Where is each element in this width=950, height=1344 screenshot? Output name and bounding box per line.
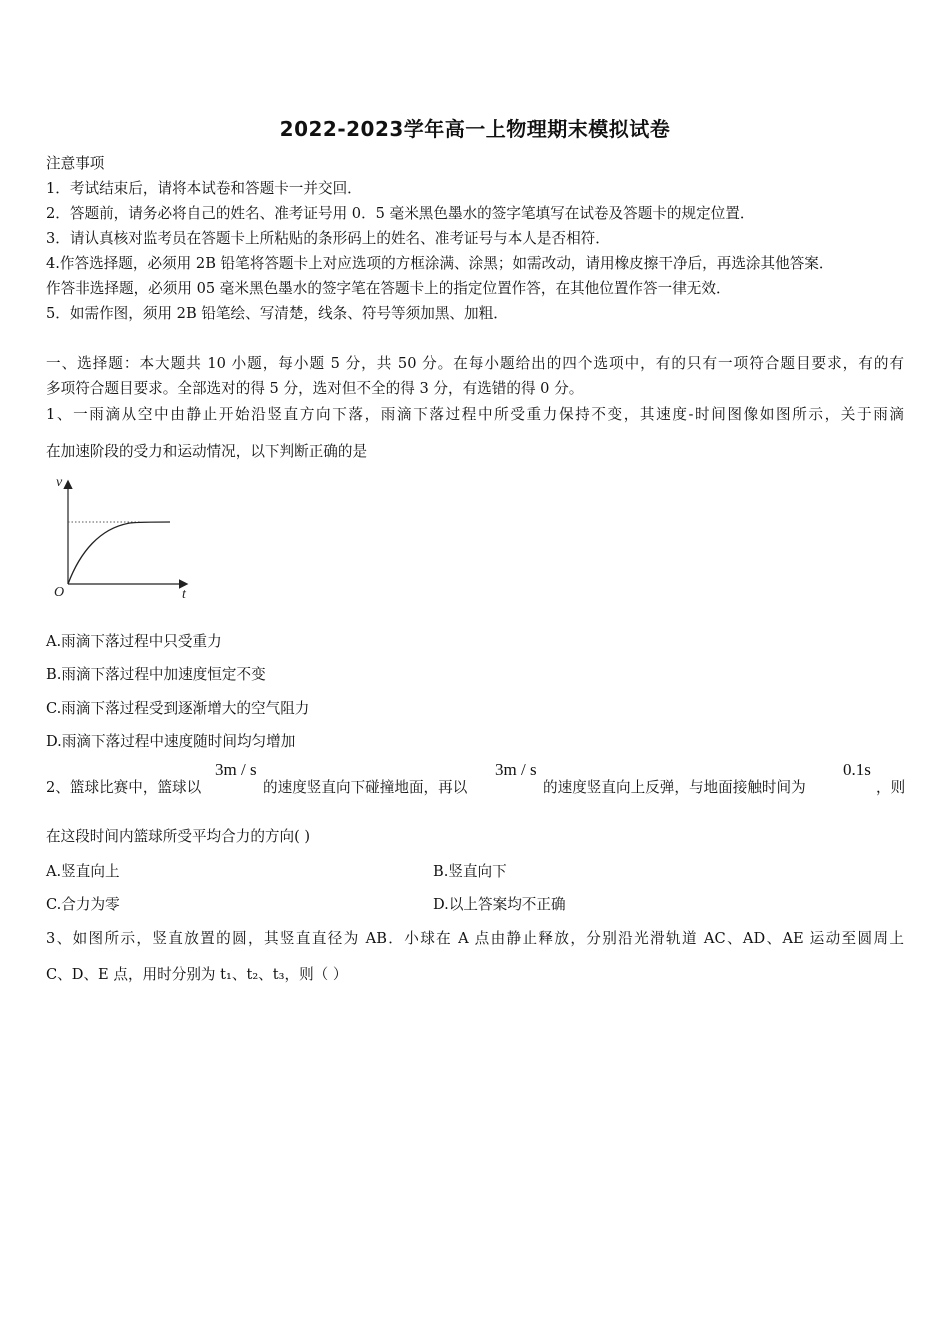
velocity-value: 3m / s — [215, 760, 257, 779]
velocity-value: 3m / s — [495, 760, 537, 779]
section-intro-line: 一、选择题：本大题共 10 小题，每小题 5 分，共 50 分。在每小题给出的四个选项中，有的只有一项符合题目要求，有的有 — [46, 355, 904, 372]
notice-item: 3．请认真核对监考员在答题卡上所粘贴的条形码上的姓名、准考证号与本人是否相符． — [46, 230, 610, 247]
question-2-text: 在这段时间内篮球所受平均合力的方向( ) — [46, 828, 311, 845]
option-d: D.雨滴下落过程中速度随时间均匀增加 — [46, 733, 296, 750]
option-a: A.雨滴下落过程中只受重力 — [46, 633, 222, 650]
contact-time-value: 0.1s — [843, 760, 871, 779]
section-intro-line: 多项符合题目要求。全部选对的得 5 分，选对但不全的得 3 分，有选错的得 0 分。 — [46, 380, 584, 397]
option-b: B.竖直向下 — [433, 863, 507, 880]
option-d: D.以上答案均不正确 — [433, 896, 566, 913]
velocity-curve — [68, 522, 170, 584]
notice-item: 1．考试结束后，请将本试卷和答题卡一并交回． — [46, 180, 362, 197]
notice-item: 5．如需作图，须用 2B 铅笔绘、写清楚，线条、符号等须加黑、加粗． — [46, 305, 508, 322]
notice-item: 4.作答选择题，必须用 2B 铅笔将答题卡上对应选项的方框涂满、涂黑；如需改动，请用橡皮擦干净后，再选涂其他答案． — [46, 255, 834, 272]
question-3-text: 3、如图所示，竖直放置的圆，其竖直直径为 AB．小球在 A 点由静止释放，分别沿光滑轨道 AC、AD、AE 运动至圆周上 — [46, 930, 904, 947]
question-2-seg: 的速度竖直向下碰撞地面，再以 — [263, 779, 468, 796]
question-1-text: 1、一雨滴从空中由静止开始沿竖直方向下落，雨滴下落过程中所受重力保持不变，其速度-时间图像如图所示，关于雨滴 — [46, 406, 904, 423]
question-2-seg: ，则 — [876, 779, 906, 796]
question-1-text: 在加速阶段的受力和运动情况，以下判断正确的是 — [46, 443, 368, 460]
option-b: B.雨滴下落过程中加速度恒定不变 — [46, 666, 266, 683]
x-axis-label: t — [182, 587, 186, 602]
question-3-text: C、D、E 点，用时分别为 t₁、t₂、t₃，则（ ） — [46, 966, 348, 983]
option-c: C.雨滴下落过程受到逐渐增大的空气阻力 — [46, 700, 310, 717]
notice-heading: 注意事项 — [46, 155, 105, 172]
option-a: A.竖直向上 — [46, 863, 120, 880]
notice-item: 2．答题前，请务必将自己的姓名、准考证号用 0．5 毫米黑色墨水的签字笔填写在试卷及答题卡的规定位置． — [46, 205, 755, 222]
notice-item: 作答非选择题，必须用 05 毫米黑色墨水的签字笔在答题卡上的指定位置作答，在其他位置作答一律无效． — [46, 280, 731, 297]
question-2-seg: 的速度竖直向上反弹，与地面接触时间为 — [543, 779, 806, 796]
y-axis-label: v — [56, 475, 63, 490]
question-2-seg: 2、篮球比赛中，篮球以 — [46, 779, 202, 796]
page-title: 2022-2023学年高一上物理期末模拟试卷 — [279, 117, 671, 141]
velocity-time-graph — [50, 472, 200, 604]
origin-label: O — [54, 585, 65, 600]
option-c: C.合力为零 — [46, 896, 120, 913]
